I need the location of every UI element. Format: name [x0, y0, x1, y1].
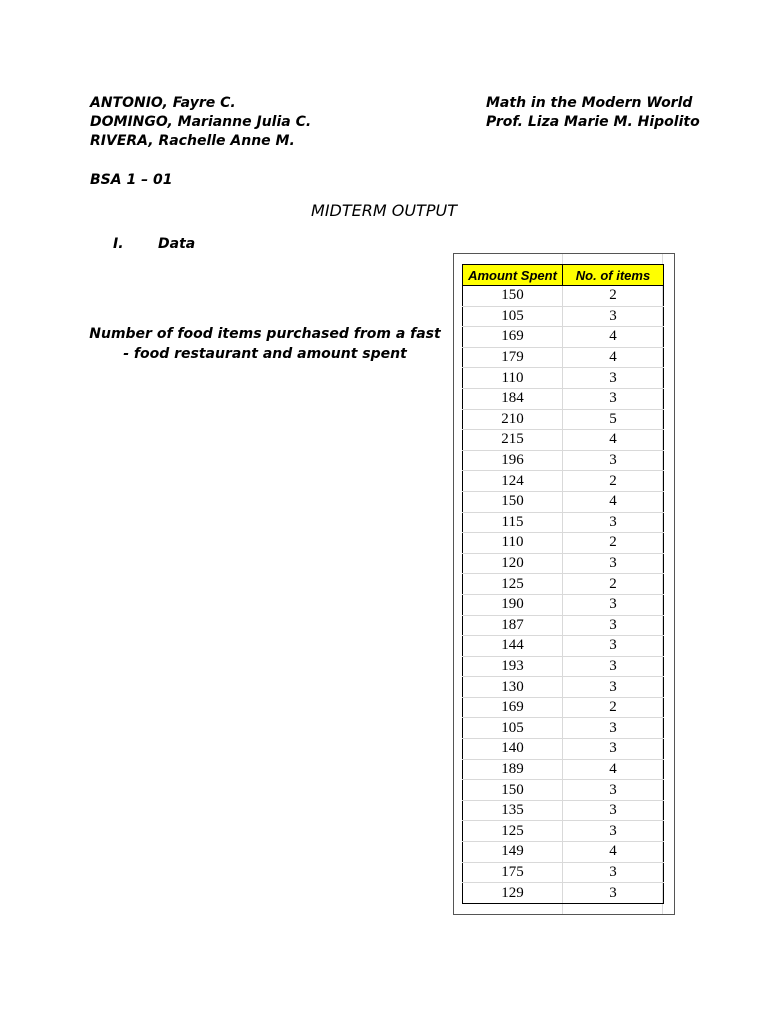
- item-count-cell: 3: [563, 718, 664, 739]
- amount-spent-cell: 196: [463, 450, 563, 471]
- amount-spent-cell: 169: [463, 327, 563, 348]
- item-count-cell: 2: [563, 574, 664, 595]
- item-count-cell: 3: [563, 553, 664, 574]
- amount-spent-cell: 115: [463, 512, 563, 533]
- item-count-cell: 2: [563, 471, 664, 492]
- item-count-cell: 4: [563, 759, 664, 780]
- item-count-cell: 3: [563, 739, 664, 760]
- section-number: I.: [113, 236, 124, 252]
- item-count-cell: 3: [563, 615, 664, 636]
- item-count-cell: 2: [563, 697, 664, 718]
- header-amount-spent: Amount Spent: [463, 265, 563, 286]
- table-row: [463, 780, 664, 801]
- author-list: [90, 94, 311, 151]
- table-row: [463, 821, 664, 842]
- amount-spent-cell: 150: [463, 491, 563, 512]
- amount-spent-cell: 125: [463, 821, 563, 842]
- item-count-cell: 3: [563, 594, 664, 615]
- amount-spent-cell: 105: [463, 306, 563, 327]
- table-row: [463, 306, 664, 327]
- table-body: [463, 286, 664, 904]
- item-count-cell: 4: [563, 491, 664, 512]
- table-row: [463, 553, 664, 574]
- item-count-cell: 4: [563, 842, 664, 863]
- class-section: BSA 1 – 01: [90, 172, 173, 188]
- professor-name: Prof. Liza Marie M. Hipolito: [486, 114, 700, 130]
- item-count-cell: 3: [563, 677, 664, 698]
- item-count-cell: 3: [563, 800, 664, 821]
- table-row: [463, 430, 664, 451]
- amount-spent-cell: 124: [463, 471, 563, 492]
- amount-spent-cell: 179: [463, 347, 563, 368]
- table-row: [463, 450, 664, 471]
- spreadsheet-image: [453, 253, 675, 915]
- data-table: [462, 264, 664, 904]
- item-count-cell: 4: [563, 327, 664, 348]
- table-row: [463, 759, 664, 780]
- header-number-of-items: No. of items: [563, 265, 664, 286]
- item-count-cell: 3: [563, 862, 664, 883]
- table-row: [463, 368, 664, 389]
- item-count-cell: 4: [563, 347, 664, 368]
- amount-spent-cell: 144: [463, 636, 563, 657]
- amount-spent-cell: 175: [463, 862, 563, 883]
- item-count-cell: 5: [563, 409, 664, 430]
- amount-spent-cell: 135: [463, 800, 563, 821]
- table-row: [463, 388, 664, 409]
- amount-spent-cell: 150: [463, 780, 563, 801]
- amount-spent-cell: 169: [463, 697, 563, 718]
- author-name: RIVERA, Rachelle Anne M.: [90, 133, 295, 149]
- table-row: [463, 697, 664, 718]
- item-count-cell: 4: [563, 430, 664, 451]
- section-title: Data: [158, 236, 196, 252]
- amount-spent-cell: 130: [463, 677, 563, 698]
- amount-spent-cell: 190: [463, 594, 563, 615]
- table-row: [463, 286, 664, 307]
- item-count-cell: 3: [563, 306, 664, 327]
- item-count-cell: 3: [563, 368, 664, 389]
- amount-spent-cell: 150: [463, 286, 563, 307]
- table-row: [463, 409, 664, 430]
- amount-spent-cell: 129: [463, 883, 563, 904]
- amount-spent-cell: 125: [463, 574, 563, 595]
- table-row: [463, 636, 664, 657]
- table-row: [463, 327, 664, 348]
- table-row: [463, 594, 664, 615]
- author-name: ANTONIO, Fayre C.: [90, 95, 236, 111]
- table-row: [463, 739, 664, 760]
- table-row: [463, 718, 664, 739]
- amount-spent-cell: 215: [463, 430, 563, 451]
- amount-spent-cell: 110: [463, 368, 563, 389]
- item-count-cell: 3: [563, 388, 664, 409]
- table-row: [463, 842, 664, 863]
- table-header-row: [463, 265, 664, 286]
- author-name: DOMINGO, Marianne Julia C.: [90, 114, 312, 130]
- table-row: [463, 471, 664, 492]
- item-count-cell: 3: [563, 656, 664, 677]
- course-info: [486, 94, 700, 132]
- amount-spent-cell: 187: [463, 615, 563, 636]
- document-title: MIDTERM OUTPUT: [311, 201, 457, 220]
- table-row: [463, 677, 664, 698]
- item-count-cell: 3: [563, 883, 664, 904]
- item-count-cell: 2: [563, 286, 664, 307]
- table-row: [463, 883, 664, 904]
- amount-spent-cell: 110: [463, 533, 563, 554]
- table-row: [463, 574, 664, 595]
- item-count-cell: 3: [563, 512, 664, 533]
- item-count-cell: 3: [563, 450, 664, 471]
- amount-spent-cell: 105: [463, 718, 563, 739]
- table-row: [463, 512, 664, 533]
- amount-spent-cell: 184: [463, 388, 563, 409]
- amount-spent-cell: 193: [463, 656, 563, 677]
- item-count-cell: 3: [563, 780, 664, 801]
- amount-spent-cell: 140: [463, 739, 563, 760]
- table-row: [463, 800, 664, 821]
- table-row: [463, 862, 664, 883]
- course-name: Math in the Modern World: [486, 95, 693, 111]
- amount-spent-cell: 189: [463, 759, 563, 780]
- table-row: [463, 533, 664, 554]
- item-count-cell: 3: [563, 821, 664, 842]
- amount-spent-cell: 149: [463, 842, 563, 863]
- table-row: [463, 491, 664, 512]
- table-row: [463, 656, 664, 677]
- table-caption: Number of food items purchased from a fast - food restaurant and amount spent: [89, 326, 441, 362]
- item-count-cell: 3: [563, 636, 664, 657]
- table-row: [463, 615, 664, 636]
- amount-spent-cell: 210: [463, 409, 563, 430]
- table-row: [463, 347, 664, 368]
- item-count-cell: 2: [563, 533, 664, 554]
- amount-spent-cell: 120: [463, 553, 563, 574]
